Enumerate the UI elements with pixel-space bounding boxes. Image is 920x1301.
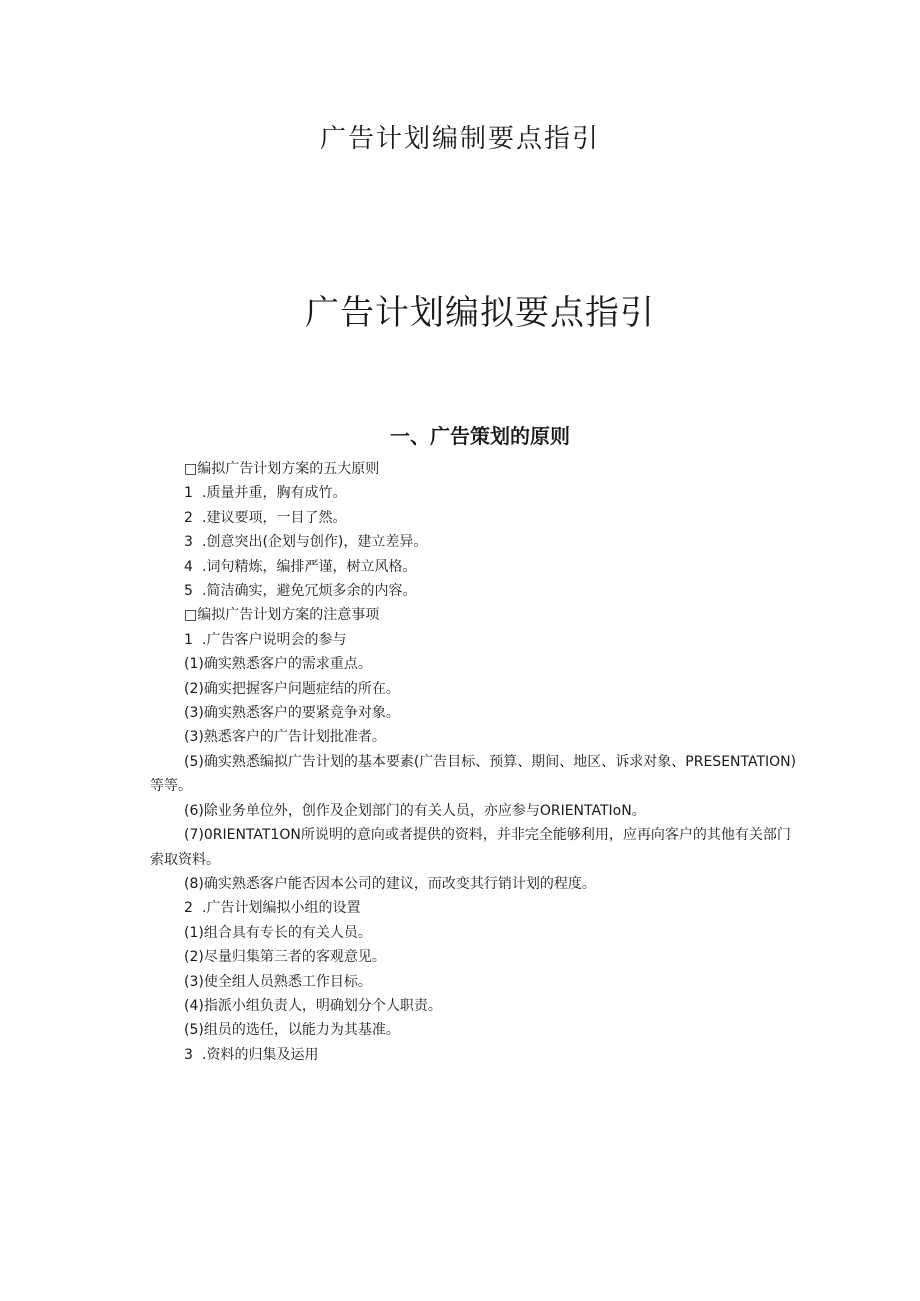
sub-item: (3)确实熟悉客户的要紧竞争对象。 — [184, 705, 400, 722]
item-text: .广告客户说明会的参与 — [202, 631, 347, 648]
sub-item: (3)熟悉客户的广告计划批准者。 — [184, 729, 386, 746]
item-text: .创意突出(企划与创作)，建立差异。 — [202, 534, 428, 551]
item-number: 3 — [184, 1046, 193, 1063]
notes-item — [150, 1043, 800, 1067]
notes-item — [150, 628, 800, 652]
item-text: .建议要项，一目了然。 — [202, 509, 347, 526]
item-number: 2 — [184, 900, 193, 917]
item-number: 1 — [184, 485, 193, 502]
principle-item — [150, 579, 800, 603]
document-body — [150, 457, 800, 1067]
item-number: 2 — [184, 509, 193, 526]
document-title: 广告计划编制要点指引 — [319, 124, 600, 154]
sub-item: (5)确实熟悉编拟广告计划的基本要素(广告目标、预算、期间、地区、诉求对象、PRESENTATION)等等。 — [150, 753, 797, 795]
principle-item — [150, 506, 800, 530]
subheading-five-principles: □编拟广告计划方案的五大原则 — [184, 461, 380, 477]
sub-item: (5)组员的选任，以能力为其基准。 — [184, 1022, 400, 1039]
sub-item: (2)确实把握客户问题症结的所在。 — [184, 680, 400, 697]
item-number: 3 — [184, 534, 193, 551]
main-heading: 广告计划编拟要点指引 — [305, 293, 655, 333]
sub-item: (7)0RIENTAT1ON所说明的意向或者提供的资料，并非完全能够利用，应再向客户的其他有关部门索取资料。 — [150, 827, 791, 868]
sub-item: (1)确实熟悉客户的需求重点。 — [184, 656, 372, 673]
item-text: .质量并重，胸有成竹。 — [202, 485, 347, 502]
sub-item: (8)确实熟悉客户能否因本公司的建议，而改变其行销计划的程度。 — [184, 875, 596, 892]
item-text: .资料的归集及运用 — [202, 1046, 319, 1063]
principle-item — [150, 481, 800, 505]
sub-item: (3)使全组人员熟悉工作目标。 — [184, 973, 372, 990]
item-number: 5 — [184, 583, 193, 600]
sub-item: (4)指派小组负责人，明确划分个人职责。 — [184, 997, 442, 1014]
principle-item — [150, 555, 800, 579]
notes-item — [150, 896, 800, 920]
subheading-notes: □编拟广告计划方案的注意事项 — [184, 607, 380, 624]
item-text: .词句精炼，编排严谨，树立风格。 — [202, 558, 417, 575]
item-text: .简洁确实，避免冗烦多余的内容。 — [202, 583, 417, 600]
item-number: 4 — [184, 558, 193, 575]
item-number: 1 — [184, 631, 193, 648]
item-text: .广告计划编拟小组的设置 — [202, 900, 361, 917]
sub-item: (1)组合具有专长的有关人员。 — [184, 924, 372, 941]
section-heading: 一、广告策划的原则 — [390, 424, 570, 448]
sub-item: (6)除业务单位外，创作及企划部门的有关人员，亦应参与ORIENTATIoN。 — [184, 802, 646, 819]
sub-item: (2)尽量归集第三者的客观意见。 — [184, 949, 386, 966]
principle-item — [150, 530, 800, 554]
